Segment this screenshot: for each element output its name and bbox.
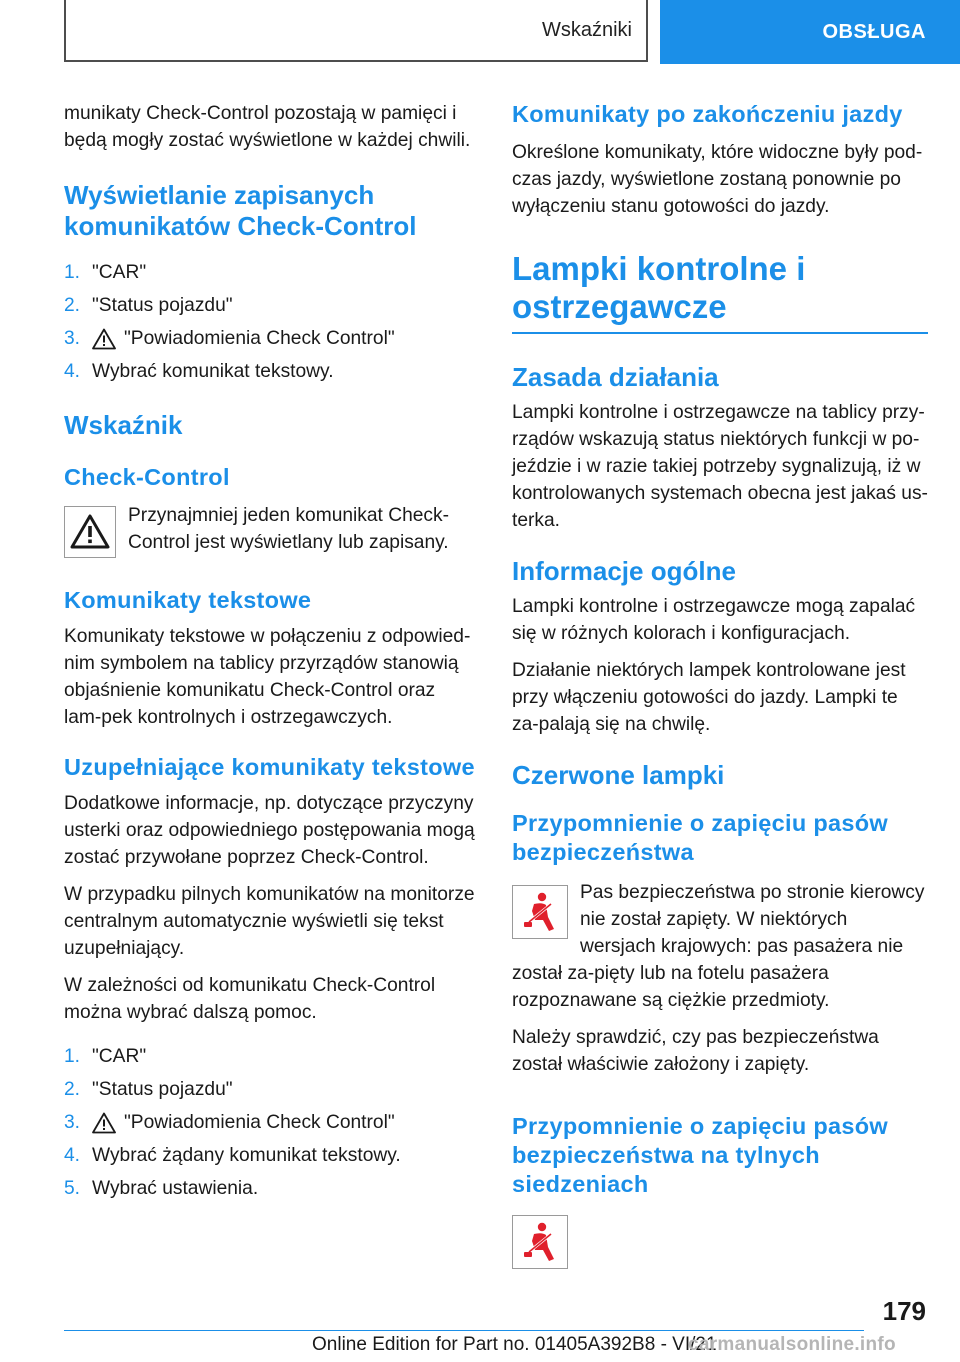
list-item: 3. "Powiadomienia Check Control" bbox=[64, 1112, 395, 1133]
seatbelt-icon-box bbox=[512, 885, 568, 939]
heading-rear-seatbelt-reminder: Przypomnienie o zapięciu pasów bezpieczeństwa na tylnych siedzeniach bbox=[512, 1113, 888, 1197]
text-messages-paragraph: Komunikaty tekstowe w połączeniu z odpowied-nim symbolem na tablicy przyrządów stanowią objaśnienie komunikatu Check-Control oraz lam-pek kontrolnych i ostrzegawczych. bbox=[64, 626, 471, 728]
warning-triangle-icon bbox=[92, 328, 116, 350]
seatbelt-icon bbox=[520, 1221, 560, 1263]
heading-display-stored: Wyświetlanie zapisanych komunikatów Check-Control bbox=[64, 180, 417, 241]
header-chapter-label: OBSŁUGA bbox=[822, 20, 926, 43]
list-item: 4. Wybrać żądany komunikat tekstowy. bbox=[64, 1145, 401, 1166]
steps-list-1 bbox=[64, 256, 476, 388]
seatbelt-block bbox=[512, 879, 928, 1014]
rear-seatbelt-icon-box bbox=[512, 1215, 568, 1269]
footer-divider bbox=[64, 1330, 864, 1331]
page-title: Lampki kontrolne i ostrzegawcze bbox=[512, 250, 806, 325]
heading-general-info: Informacje ogólne bbox=[512, 556, 736, 586]
heading-after-drive: Komunikaty po zakończeniu jazdy bbox=[512, 101, 903, 127]
heading-indicator: Wskaźnik bbox=[64, 410, 183, 440]
principle-paragraph: Lampki kontrolne i ostrzegawcze na tablicy przy-rządów wskazują status niektórych funkcji w po-jeździe i w razie takiej potrzeby sygnalizują, iż w kontrolowanych systemach obecna jest jakaś us-terka. bbox=[512, 402, 928, 531]
warning-triangle-icon bbox=[92, 1112, 116, 1134]
seatbelt-paragraph-2: Należy sprawdzić, czy pas bezpieczeństwa został właściwie założony i zapięty. bbox=[512, 1027, 879, 1075]
general-info-paragraph-2: Działanie niektórych lampek kontrolowane jest przy włączeniu gotowości do jazdy. Lampki te za-palają się na chwilę. bbox=[512, 660, 906, 735]
check-control-text: Przynajmniej jeden komunikat Check-Control jest wyświetlany lub zapisany. bbox=[128, 505, 449, 553]
list-item: 2. "Status pojazdu" bbox=[64, 295, 233, 316]
general-info-paragraph-1: Lampki kontrolne i ostrzegawcze mogą zapalać się w różnych kolorach i konfiguracjach. bbox=[512, 596, 916, 644]
supplementary-paragraph-2: W przypadku pilnych komunikatów na monitorze centralnym automatycznie wyświetli się tekst uzupełniający. bbox=[64, 884, 475, 959]
right-column bbox=[512, 100, 928, 1269]
list-item: 3. "Powiadomienia Check Control" bbox=[64, 328, 395, 349]
after-drive-paragraph: Określone komunikaty, które widoczne były pod-czas jazdy, wyświetlone zostaną ponownie po wyłączeniu stanu gotowości do jazdy. bbox=[512, 142, 923, 217]
heading-principle: Zasada działania bbox=[512, 362, 719, 392]
header-section-label: Wskaźniki bbox=[541, 18, 632, 41]
supplementary-paragraph-1: Dodatkowe informacje, np. dotyczące przyczyny usterki oraz odpowiedniego postępowania mogą zostać przywołane poprzez Check-Control. bbox=[64, 793, 475, 868]
heading-supplementary-messages: Uzupełniające komunikaty tekstowe bbox=[64, 754, 475, 780]
intro-paragraph: munikaty Check-Control pozostają w pamięci i będą mogły zostać wyświetlone w każdej chwili. bbox=[64, 103, 471, 151]
title-block bbox=[512, 250, 928, 334]
list-item: 1. "CAR" bbox=[64, 262, 147, 283]
heading-text-messages: Komunikaty tekstowe bbox=[64, 587, 312, 613]
header-chapter-tab bbox=[660, 0, 960, 64]
heading-red-lamps: Czerwone lampki bbox=[512, 760, 725, 790]
list-item: 1. "CAR" bbox=[64, 1046, 147, 1067]
footer-edition: Online Edition for Part no. 01405A392B8 - VI/21 bbox=[312, 1334, 717, 1355]
check-control-icon-box bbox=[64, 506, 116, 558]
warning-triangle-icon bbox=[70, 514, 110, 550]
heading-seatbelt-reminder: Przypomnienie o zapięciu pasów bezpieczeństwa bbox=[512, 810, 888, 865]
seatbelt-paragraph-1: Pas bezpieczeństwa po stronie kierowcy nie został zapięty. W niektórych wersjach krajowych: pas pasażera nie został za-pięty lub na fotelu pasażera rozpoznawane są ciężkie przedmioty. bbox=[512, 882, 925, 1011]
supplementary-paragraph-3: W zależności od komunikatu Check-Control można wybrać dalszą pomoc. bbox=[64, 975, 436, 1023]
check-control-row bbox=[64, 502, 476, 558]
left-column bbox=[64, 100, 476, 1219]
list-item: 5. Wybrać ustawienia. bbox=[64, 1178, 259, 1199]
page-number: 179 bbox=[882, 1296, 926, 1326]
steps-list-2 bbox=[64, 1040, 476, 1205]
heading-check-control: Check-Control bbox=[64, 464, 230, 490]
header-section-tab bbox=[64, 0, 648, 62]
watermark: carmanualsonline.info bbox=[688, 1334, 896, 1355]
seatbelt-icon bbox=[520, 891, 560, 933]
list-item: 2. "Status pojazdu" bbox=[64, 1079, 233, 1100]
list-item: 4. Wybrać komunikat tekstowy. bbox=[64, 361, 334, 382]
